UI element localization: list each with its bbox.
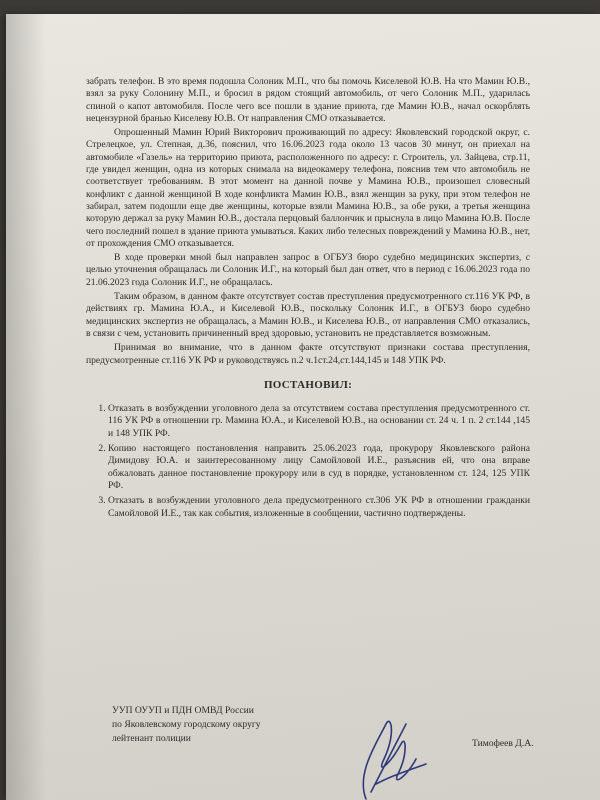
paragraph-considering: Принимая во внимание, что в данном факте отсутствуют признаки состава преступления, предусмотренные ст.116 УК РФ и руководствуясь п.2 ч.1ст.24,ст.144,145 и 148 УПК РФ. bbox=[86, 342, 530, 366]
signatory-rank: лейтенант полиции bbox=[112, 733, 191, 744]
decision-list bbox=[86, 403, 530, 520]
signatory-block bbox=[112, 704, 261, 746]
document-body bbox=[86, 76, 530, 523]
page-shadow bbox=[6, 14, 46, 800]
signatory-name: Тимофеев Д.А. bbox=[472, 738, 534, 749]
decision-item: 3. Отказать в возбуждении уголовного дела предусмотренного ст.306 УК РФ в отношении гражданки Самойловой И.Е., так как события, изложенные в сообщении, частично подтверждены. bbox=[108, 495, 530, 520]
paragraph-inquiry: В ходе проверки мной был направлен запрос в ОГБУЗ бюро судебно медицинских экспертиз, с целью уточнения обращалась ли Солоник И.Г., на который был дан ответ, что в период с 16.06.2023 года по 21.06.2023 года Солоник И.Г., не обращалась. bbox=[86, 252, 530, 288]
decision-item: 1. Отказать в возбуждении уголовного дела за отсутствием состава преступления предусмотренного ст. 116 УК РФ в отношении гр. Мамина Ю.А., и Киселевой Ю.В., на основании ст. 24 ч. 1 п. 2 ст.144 ,145 и 148 УПК РФ. bbox=[108, 403, 530, 440]
document-page bbox=[6, 14, 600, 800]
decision-item: 2. Копию настоящего постановления направить 25.06.2023 года, прокурору Яковлевского района Димидову Ю.А. и заинтересованному лицу Самойловой И.Е., разъяснив ей, что она вправе обжаловать данное постановление прокурору или в суд в порядке, установленном ст. 124, 125 УПК РФ. bbox=[108, 443, 530, 492]
paragraph-continuation: забрать телефон. В это время подошла Солоник М.П., что бы помочь Киселевой Ю.В. На что Мамин Ю.В., взял за руку Солонину М.П., и бросил в рядом стоящий автомобиль, от чего Солоник М.П., ударилась спиной о капот автомобиля. После чего все пошли в здание приюта, где Мамин Ю.В., начал оскорблять нецензурной бранью Киселеву Ю.В. От направления СМО отказывается. bbox=[86, 76, 530, 124]
handwritten-signature bbox=[346, 704, 436, 800]
paragraph-mamin-statement: Опрошенный Мамин Юрий Викторович проживающий по адресу: Яковлевский городской округ, с. Стрелецкое, ул. Степная, д.36, пояснил, что 16.06.2023 года около 13 часов 30 минут, он приехал на автомобиле «Газель» на территорию приюта, расположенного по адресу: г. Строитель, ул. Зайцева, стр.11, где увидел женщин, одна из которых снимала на видеокамеру телефона, пояснив тем что автомобиль не соответствует требованиям. В этот момент на данной почве у Мамина Ю.В., произошел словесный конфликт с данной женщиной В ходе конфликта Мамин Ю.В., взял женщин за руку, при этом телефон не забирал, затем подошли еще две женщины, которые взяли Мамина Ю.В., за обе руки, а третья женщина которую держал за руку Мамин Ю.В., достала перцовый баллончик и прыснула в лицо Мамина Ю.В. После чего последний пошел в здание приюта умываться. Каких либо телесных повреждений у Мамина Ю.В., нет, от прохождения СМО отказывается. bbox=[86, 127, 530, 249]
paragraph-conclusion: Таким образом, в данном факте отсутствует состав преступления предусмотренного ст.116 УК РФ, в действиях гр. Мамина Ю.А., и Киселевой Ю.В., поскольку Солоник И.Г., в ОГБУЗ бюро судебно медицинских экспертиз не обращалась, а Мамин Ю.В., и Киселева Ю.В., от направления СМО отказались, в связи с чем, установить причиненный вред здоровью, установить не представляется возможным. bbox=[86, 291, 530, 339]
signatory-department: по Яковлевскому городскому округу bbox=[112, 719, 261, 730]
signatory-position: УУП ОУУП и ПДН ОМВД России bbox=[112, 705, 254, 716]
decision-heading: ПОСТАНОВИЛ: bbox=[263, 378, 353, 391]
